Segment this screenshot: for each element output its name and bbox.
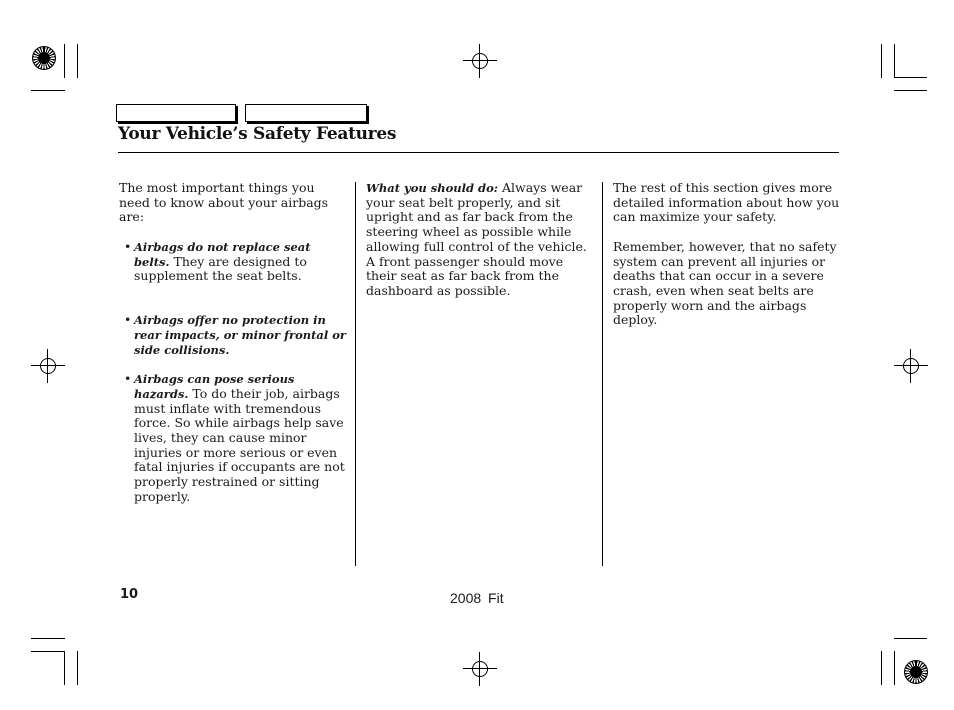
crop-mark <box>64 44 65 78</box>
column-3 <box>613 181 845 328</box>
list-item <box>119 240 347 284</box>
header-tab-2 <box>245 104 367 122</box>
crop-mark <box>894 90 927 91</box>
title-rule <box>118 152 839 153</box>
bullet-icon: • <box>124 371 132 387</box>
crop-mark <box>881 651 882 685</box>
crop-mark <box>31 638 65 639</box>
crop-mark <box>77 651 78 685</box>
advice-paragraph <box>366 181 594 299</box>
bullet-icon: • <box>124 238 132 254</box>
bullet-text: They are designed to supplement the seat belts. <box>134 253 307 284</box>
bullet-icon: • <box>124 312 132 328</box>
crop-mark <box>881 44 882 78</box>
bullet-text: To do their job, airbags must inflate with tremendous force. So while airbags help save lives, they can cause minor injuries or more serious or even fatal injuries if occupants are not properly restrained or sitting properly. <box>134 385 345 504</box>
header-tab-1 <box>116 104 236 122</box>
registration-crosshair-icon <box>894 349 928 383</box>
footer-model: 2008 Fit <box>450 590 504 606</box>
intro-text: The most important things you need to know about your airbags are: <box>119 180 329 225</box>
crop-mark <box>77 44 78 78</box>
crop-mark <box>894 44 895 78</box>
list-item <box>119 313 347 357</box>
crop-mark <box>31 651 65 652</box>
crop-mark <box>894 638 927 639</box>
page-title: Your Vehicle’s Safety Features <box>118 124 397 144</box>
column-divider <box>355 182 356 566</box>
registration-crosshair-icon <box>463 44 497 78</box>
crop-mark <box>894 77 927 78</box>
registration-crosshair-icon <box>463 652 497 686</box>
advice-lead: What you should do: <box>366 181 498 195</box>
page-number: 10 <box>120 587 139 602</box>
crop-mark <box>31 90 65 91</box>
column-1 <box>119 181 347 504</box>
paragraph: Remember, however, that no safety system can prevent all injuries or deaths that can occur in a severe crash, even when seat belts are properly worn and the airbags deploy. <box>613 238 837 328</box>
registration-sunburst-icon <box>904 660 928 684</box>
bullet-heading: Airbags offer no protection in rear impacts, or minor frontal or side collisions. <box>134 313 346 357</box>
crop-mark <box>64 651 65 685</box>
crop-mark <box>894 651 895 685</box>
bullet-heading: Airbags do not replace seat belts. <box>134 239 311 269</box>
column-2 <box>366 181 594 299</box>
registration-sunburst-icon <box>32 46 56 70</box>
list-item <box>119 372 347 504</box>
bullet-heading: Airbags can pose serious hazards. <box>134 372 295 401</box>
registration-crosshair-icon <box>31 349 65 383</box>
paragraph: The rest of this section gives more detailed information about how you can maximize your safety. <box>613 180 840 225</box>
advice-text: Always wear your seat belt properly, and sit upright and as far back from the steering wheel as possible while allowing full control of the vehicle. A front passenger should move their seat as far back from the dashboard as possible. <box>366 180 587 298</box>
column-divider <box>602 182 603 566</box>
